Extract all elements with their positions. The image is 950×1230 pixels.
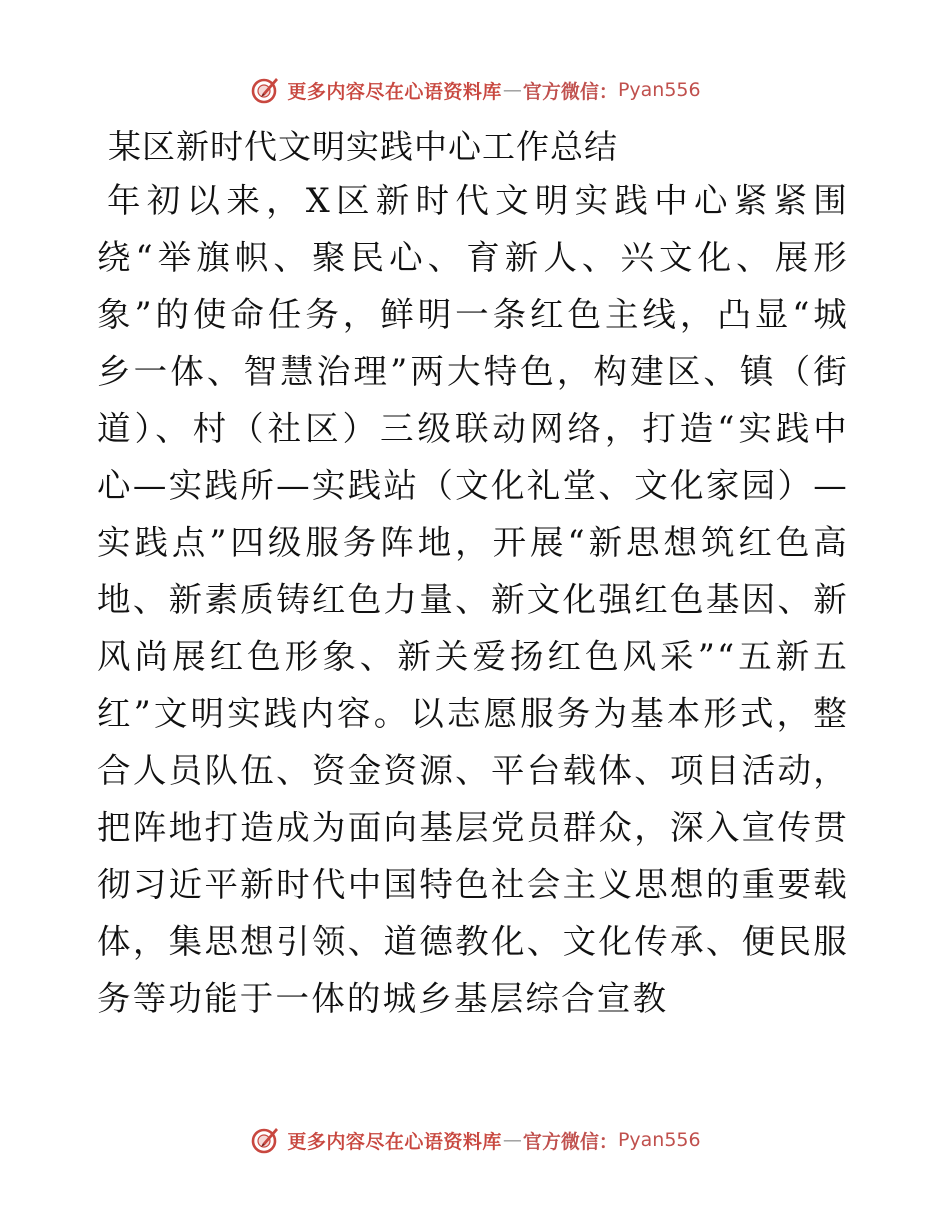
quill-pen-logo-icon [249, 74, 281, 106]
banner-promo-text: 更多内容尽在心语资料库 [287, 80, 502, 103]
footer-promo-text: 更多内容尽在心语资料库 [287, 1130, 502, 1153]
banner-dash: — [502, 79, 522, 101]
document-paragraph: 年初以来，X区新时代文明实践中心紧紧围绕“举旗帜、聚民心、育新人、兴文化、展形象”的使命任务，鲜明一条红色主线，凸显“城乡一体、智慧治理”两大特色，构建区、镇（街道）、村（社区）三级联动网络，打造“实践中心—实践所—实践站（文化礼堂、文化家园）—实践点”四级服务阵地，开展“新思想筑红色高地、新素质铸红色力量、新文化强红色基因、新风尚展红色形象、新关爱扬红色风采”“五新五红”文明实践内容。以志愿服务为基本形式，整合人员队伍、资金资源、平台载体、项目活动，把阵地打造成为面向基层党员群众，深入宣传贯彻习近平新时代中国特色社会主义思想的重要载体，集思想引领、道德教化、文化传承、便民服务等功能于一体的城乡基层综合宣教 [97, 181, 849, 1018]
header-banner [0, 72, 950, 108]
footer-wechat-label: 官方微信： [522, 1130, 618, 1153]
quill-pen-logo-icon [249, 1124, 281, 1156]
banner-wechat-label: 官方微信： [522, 80, 618, 103]
footer-banner [0, 1122, 950, 1158]
footer-dash: — [502, 1129, 522, 1151]
footer-wechat-account: Pyan556 [617, 1129, 701, 1151]
banner-wechat-account: Pyan556 [617, 79, 701, 101]
document-title: 某区新时代文明实践中心工作总结 [108, 127, 618, 166]
